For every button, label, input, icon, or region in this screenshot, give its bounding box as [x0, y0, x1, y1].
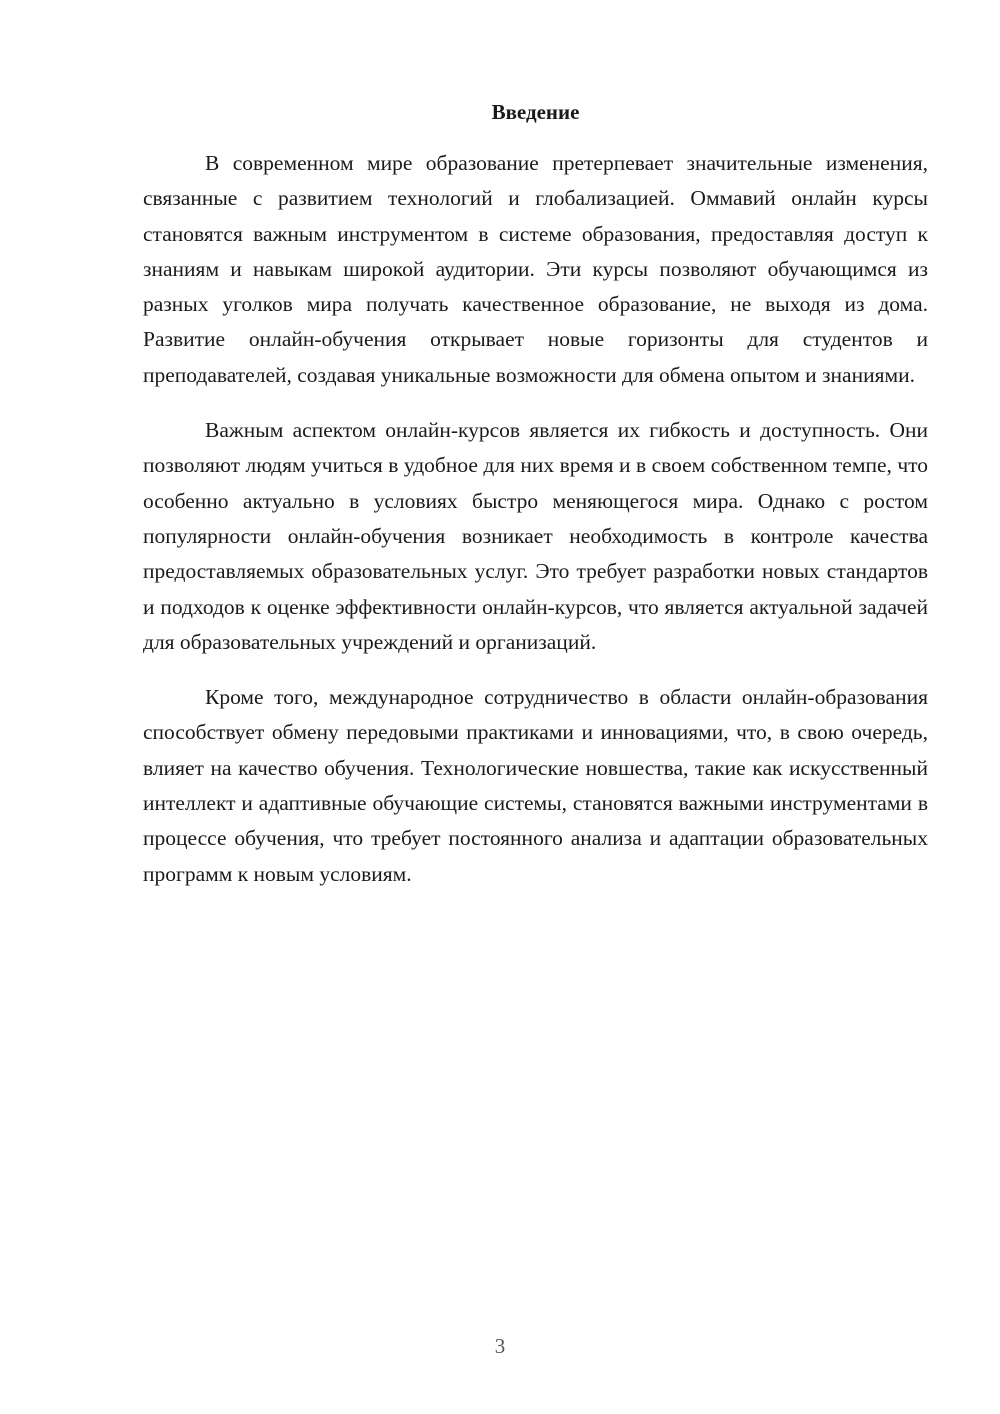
page-content — [143, 98, 928, 912]
section-heading: Введение — [491, 100, 580, 124]
page-number: 3 — [494, 1334, 506, 1358]
paragraph-2: Важным аспектом онлайн-курсов является их гибкость и доступность. Они позволяют людям учиться в удобное для них время и в своем собственном темпе, что особенно актуально в условиях быстро меняющегося мира. Однако с ростом популярности онлайн-обучения возникает необходимость в контроле качества предоставляемых образовательных услуг. Это требует разработки новых стандартов и подходов к оценке эффективности онлайн-курсов, что является актуальной задачей для образовательных учреждений и организаций. — [143, 418, 928, 654]
paragraph-1: В современном мире образование претерпевает значительные изменения, связанные с развитием технологий и глобализацией. Оммавий онлайн курсы становятся важным инструментом в системе образования, предоставляя доступ к знаниям и навыкам широкой аудитории. Эти курсы позволяют обучающимся из разных уголков мира получать качественное образование, не выходя из дома. Развитие онлайн-обучения открывает новые горизонты для студентов и преподавателей, создавая уникальные возможности для обмена опытом и знаниями. — [143, 151, 928, 387]
paragraph-3: Кроме того, международное сотрудничество в области онлайн-образования способствует обмену передовыми практиками и инновациями, что, в свою очередь, влияет на качество обучения. Технологические новшества, такие как искусственный интеллект и адаптивные обучающие системы, становятся важными инструментами в процессе обучения, что требует постоянного анализа и адаптации образовательных программ к новым условиям. — [143, 685, 928, 886]
